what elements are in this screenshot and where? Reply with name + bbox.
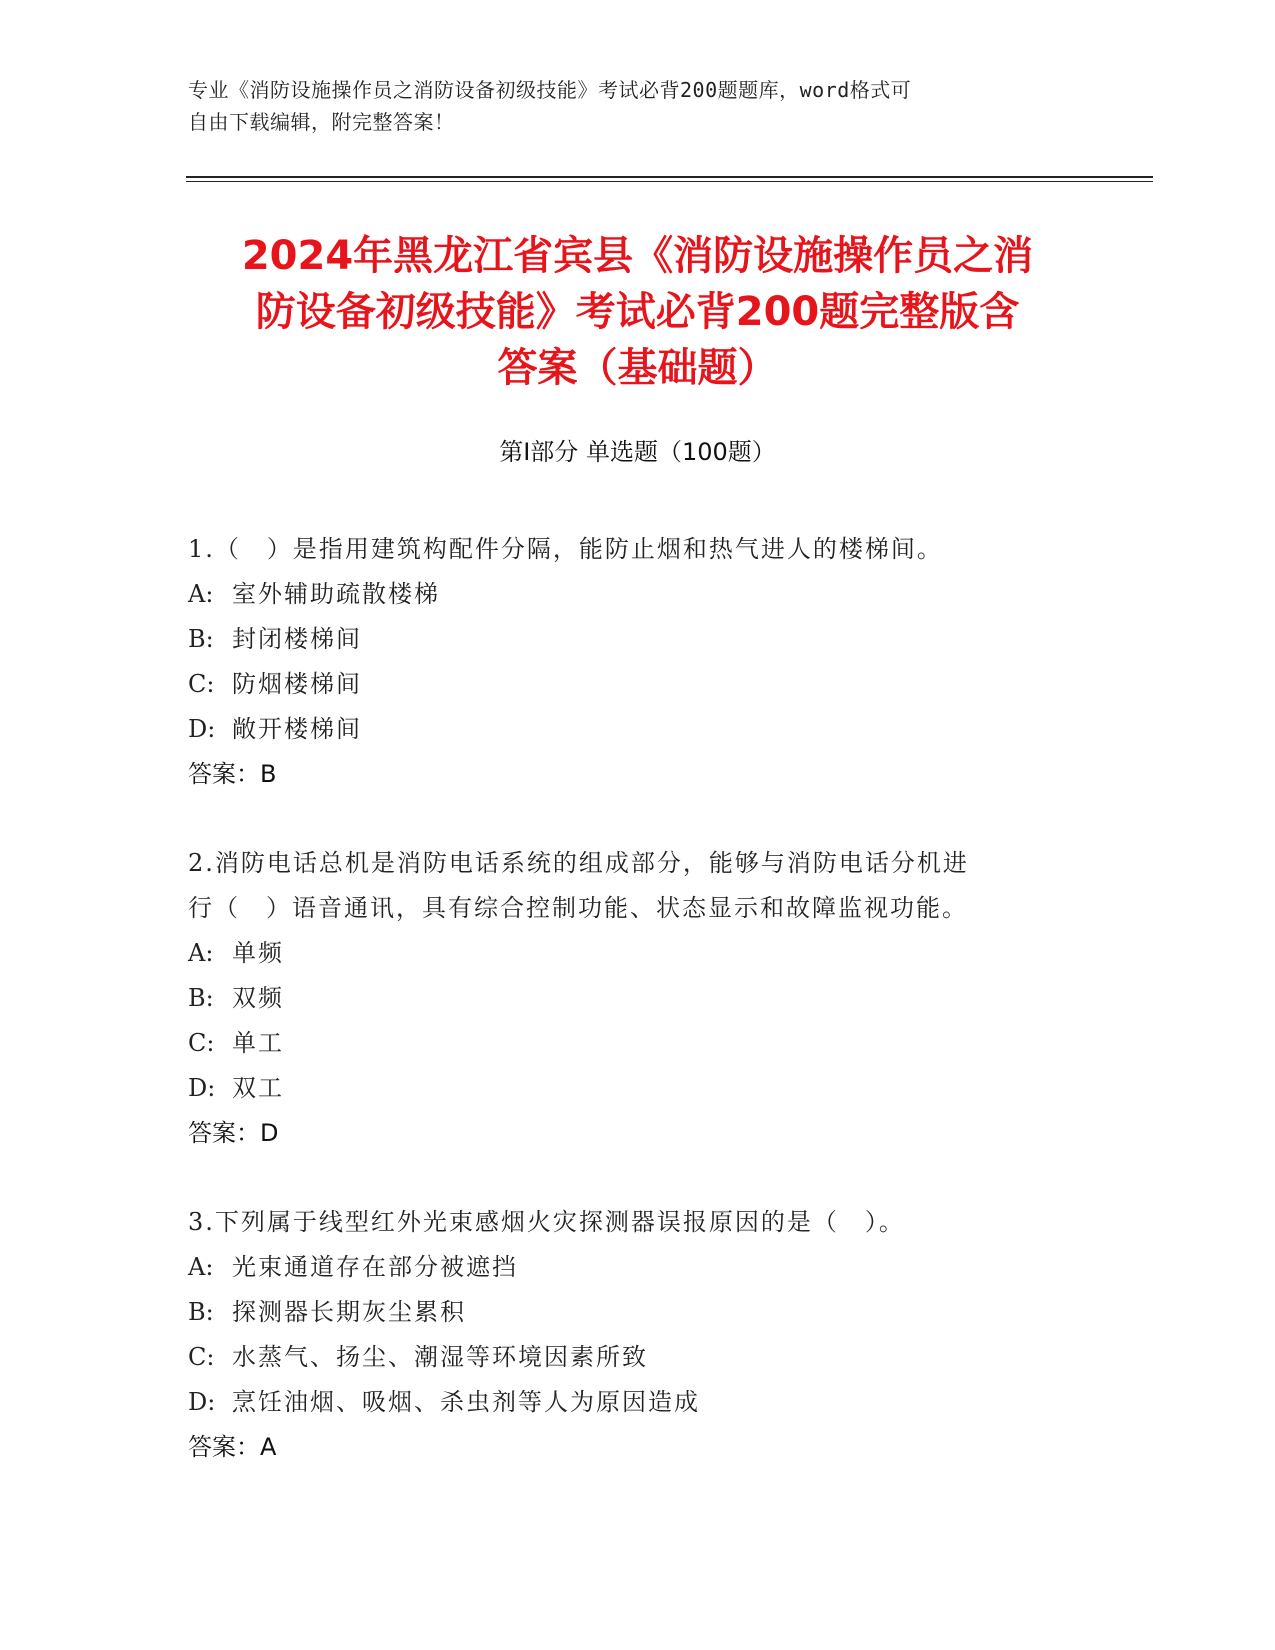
header-divider-thin xyxy=(186,181,1153,182)
option-key: B: xyxy=(188,1298,214,1326)
question-3 xyxy=(188,1200,1088,1470)
option-text: 探测器长期灰尘累积 xyxy=(232,1298,466,1326)
option-key: C: xyxy=(188,1029,215,1057)
header-note-line-1: 专业《消防设施操作员之消防设备初级技能》考试必背200题题库，word格式可 xyxy=(188,78,912,102)
option-text: 防烟楼梯间 xyxy=(232,670,362,698)
option-a xyxy=(188,1245,1088,1290)
document-title-line-3: 答案（基础题） xyxy=(497,345,778,391)
question-1 xyxy=(188,527,1088,797)
question-list xyxy=(188,527,1088,1514)
option-key: C: xyxy=(188,1343,215,1371)
option-d xyxy=(188,707,1088,752)
option-b xyxy=(188,1290,1088,1335)
answer-label: 答案：D xyxy=(188,1119,279,1147)
option-b xyxy=(188,617,1088,662)
option-text: 烹饪油烟、吸烟、杀虫剂等人为原因造成 xyxy=(232,1388,700,1416)
question-stem xyxy=(188,841,1088,931)
option-d xyxy=(188,1066,1088,1111)
option-key: B: xyxy=(188,625,214,653)
header-note xyxy=(188,74,1088,138)
question-stem-line: 3.下列属于线型红外光束感烟火灾探测器误报原因的是（ ）。 xyxy=(188,1208,905,1236)
option-c xyxy=(188,662,1088,707)
option-text: 单工 xyxy=(232,1029,284,1057)
question-stem xyxy=(188,527,1088,572)
document-title xyxy=(150,228,1125,396)
header-note-line-2: 自由下载编辑，附完整答案！ xyxy=(188,110,455,134)
option-text: 单频 xyxy=(232,939,284,967)
answer-label: 答案：A xyxy=(188,1433,277,1461)
option-key: A: xyxy=(188,1253,214,1281)
answer-label: 答案：B xyxy=(188,760,277,788)
option-key: D: xyxy=(188,1388,216,1416)
option-a xyxy=(188,931,1088,976)
header-divider-thick xyxy=(186,176,1153,178)
option-text: 敞开楼梯间 xyxy=(232,715,362,743)
question-stem-line: 2.消防电话总机是消防电话系统的组成部分，能够与消防电话分机进 xyxy=(188,849,969,877)
document-title-line-2: 防设备初级技能》考试必背200题完整版含 xyxy=(255,289,1020,335)
question-stem xyxy=(188,1200,1088,1245)
question-2 xyxy=(188,841,1088,1156)
option-key: D: xyxy=(188,1074,216,1102)
option-key: B: xyxy=(188,984,214,1012)
option-text: 光束通道存在部分被遮挡 xyxy=(232,1253,518,1281)
option-a xyxy=(188,572,1088,617)
option-d xyxy=(188,1380,1088,1425)
question-stem-line: 行（ ）语音通讯，具有综合控制功能、状态显示和故障监视功能。 xyxy=(188,894,968,922)
option-text: 封闭楼梯间 xyxy=(232,625,362,653)
option-text: 水蒸气、扬尘、潮湿等环境因素所致 xyxy=(232,1343,648,1371)
option-c xyxy=(188,1021,1088,1066)
option-key: D: xyxy=(188,715,216,743)
option-text: 双工 xyxy=(232,1074,284,1102)
option-key: A: xyxy=(188,939,214,967)
option-text: 双频 xyxy=(232,984,284,1012)
question-stem-line: 1.（ ）是指用建筑构配件分隔，能防止烟和热气进人的楼梯间。 xyxy=(188,535,943,563)
document-title-line-1: 2024年黑龙江省宾县《消防设施操作员之消 xyxy=(241,233,1034,279)
option-b xyxy=(188,976,1088,1021)
section-title: 第Ⅰ部分 单选题（100题） xyxy=(499,438,776,466)
option-c xyxy=(188,1335,1088,1380)
option-key: A: xyxy=(188,580,214,608)
option-text: 室外辅助疏散楼梯 xyxy=(232,580,440,608)
option-key: C: xyxy=(188,670,215,698)
